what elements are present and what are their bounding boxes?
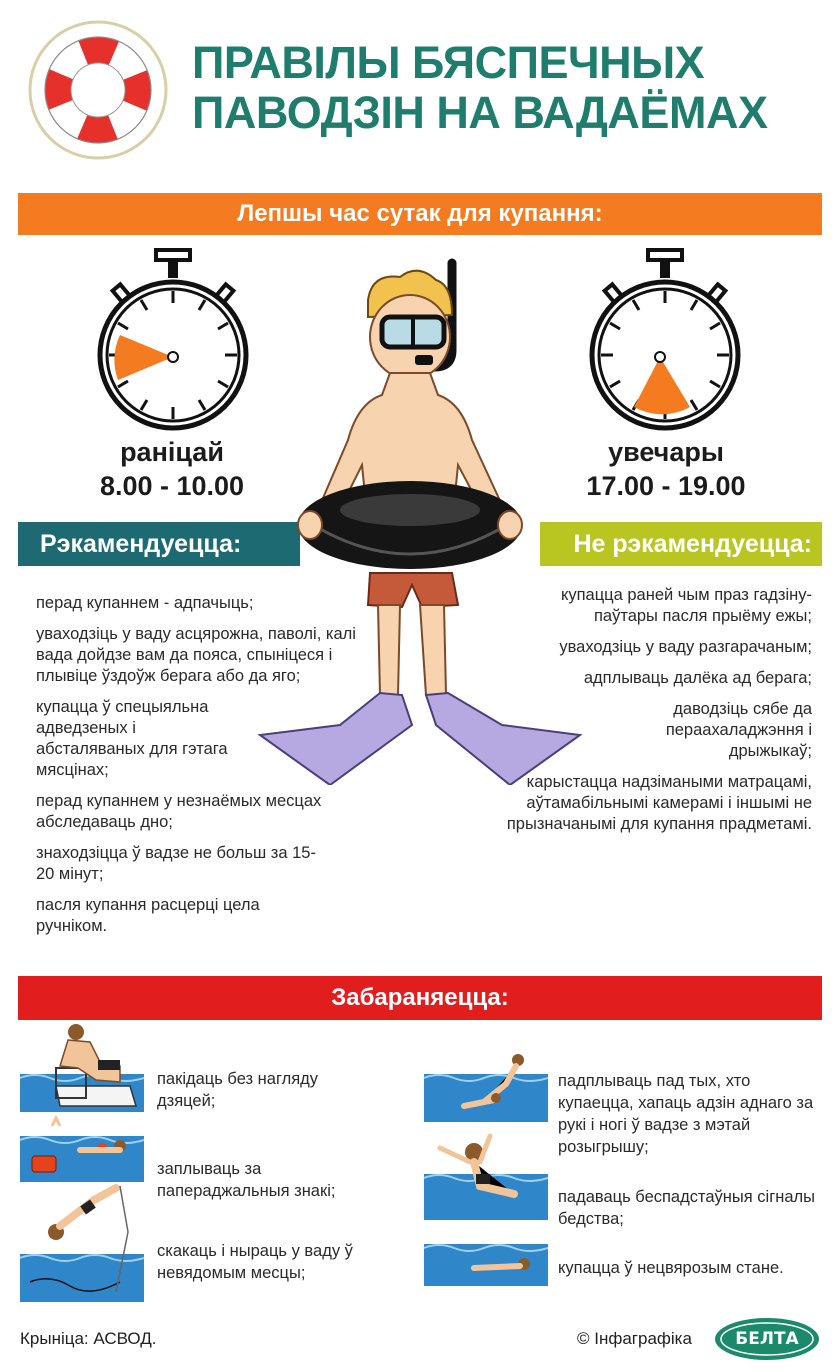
belta-logo: [712, 1316, 822, 1362]
stopwatch-icon: [88, 245, 258, 435]
prohibited-item: заплываць за папераджальныя знакі;: [157, 1160, 336, 1200]
page-title: [192, 38, 812, 138]
morning-time: 8.00 - 10.00: [99, 471, 245, 501]
list-item: даводзіць сябе да пераахаладжэння і дрыжыкаў;: [665, 700, 812, 760]
list-item: купацца ў спецыяльна адведзеных і абсталяваных для гэтага мясцінах;: [36, 698, 228, 779]
title-line-1: ПРАВІЛЫ БЯСПЕЧНЫХ: [192, 37, 705, 88]
prohibited-item: скакаць і ныраць у ваду ў невядомым месцы;: [157, 1242, 353, 1282]
swimming-past-buoys-illustration: [20, 1116, 144, 1182]
list-item: уваходзіць у ваду разгарачаным;: [559, 638, 812, 656]
prohibited-item: купацца ў нецвярозым стане.: [558, 1259, 784, 1277]
stopwatch-icon: [580, 245, 750, 435]
evening-time: 17.00 - 19.00: [586, 471, 746, 501]
list-item: знаходзіцца ў вадзе не больш за 15-20 мінут;: [36, 844, 316, 883]
list-item: перад купаннем - адпачыць;: [36, 594, 254, 612]
title-line-2: ПАВОДЗІН НА ВАДАЁМАХ: [192, 87, 768, 138]
prohibited-item: падплываць пад тых, хто купаецца, хапаць адзін аднаго за рукі і ногі ў вадзе з мэтай розыгрышу;: [558, 1072, 814, 1156]
drunk-swimming-illustration: [424, 1240, 548, 1286]
list-item: купацца раней чым праз гадзіну-паўтары пасля прыёму ежы;: [560, 586, 812, 625]
source-text: Крыніца: АСВОД.: [20, 1329, 157, 1348]
false-distress-signal-illustration: [424, 1130, 548, 1220]
prohibited-banner: Забараняецца:: [18, 976, 822, 1020]
credit-text: © Інфаграфіка: [577, 1329, 692, 1348]
list-item: карыстацца надзімаными матрацамі, аўтамабільнымі камерамі і іншымі не прызначанымі для купання прадметамі.: [506, 773, 812, 833]
not-recommended-list: [470, 585, 812, 845]
list-item: перад купаннем у незнаёмых месцах абследаваць дно;: [36, 792, 322, 831]
evening-label: увечары: [608, 437, 724, 467]
morning-label: раніцай: [120, 437, 224, 467]
list-item: пасля купання расцерці цела ручніком.: [36, 896, 260, 935]
diving-unknown-place-illustration: [20, 1182, 144, 1302]
not-recommended-banner: Не рэкамендуецца:: [540, 522, 822, 566]
prohibited-item: падаваць беспадстаўныя сігналы бедства;: [558, 1188, 815, 1228]
grabbing-swimmers-illustration: [424, 1050, 548, 1122]
recommended-list: [36, 593, 366, 947]
prohibited-item: пакідаць без нагляду дзяцей;: [157, 1070, 319, 1110]
best-time-banner: Лепшы час сутак для купання:: [18, 193, 822, 235]
lifebuoy-icon: [28, 20, 168, 160]
list-item: уваходзіць у ваду асцярожна, паволі, калі вада дойдзе вам да пояса, спыніцеся і плывіце ўздоўж берага або да яго;: [36, 625, 356, 685]
logo-text: БЕЛТА: [735, 1329, 799, 1349]
list-item: адплываць далёка ад берага;: [583, 669, 812, 687]
recommended-banner: Рэкамендуецца:: [18, 522, 300, 566]
child-unattended-illustration: [20, 1022, 144, 1112]
